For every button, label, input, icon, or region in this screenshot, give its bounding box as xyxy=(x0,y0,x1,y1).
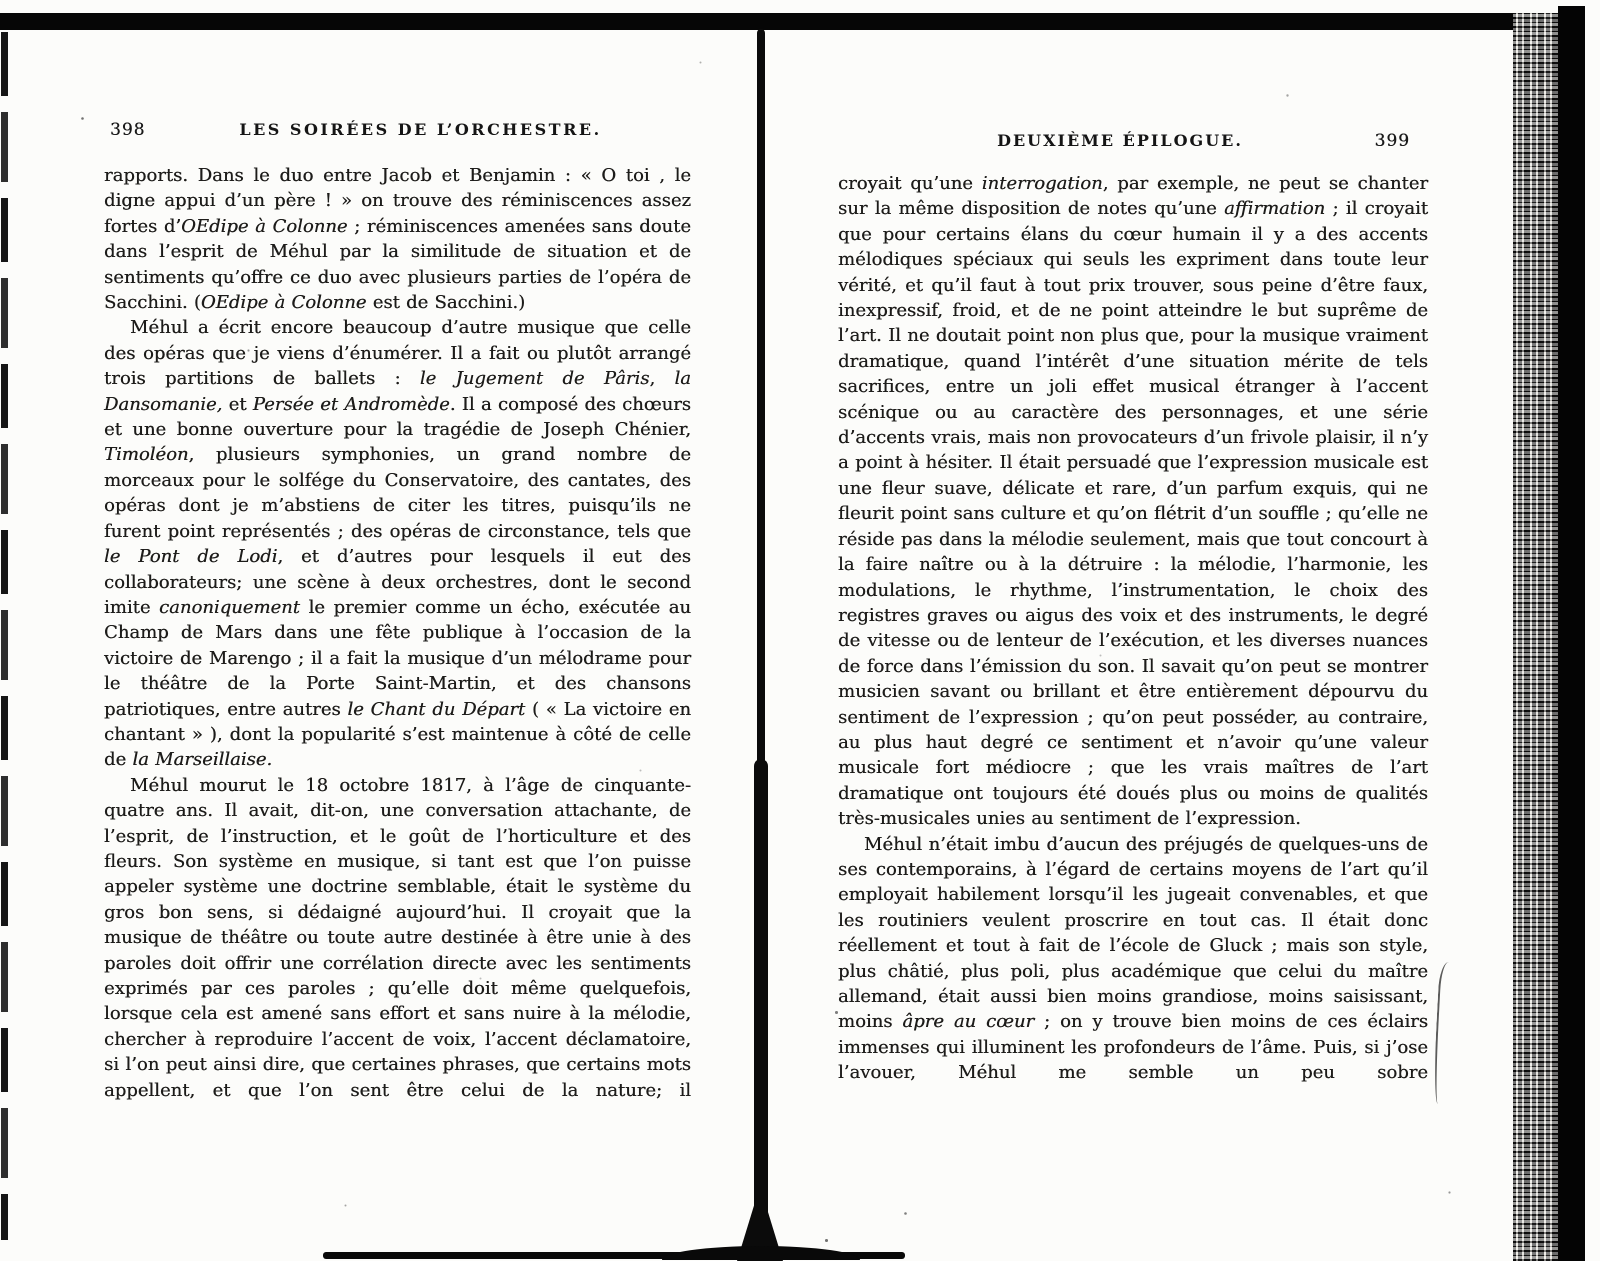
scan-right-edge xyxy=(1558,6,1585,1261)
paragraph: Méhul a écrit encore beaucoup d’autre musique que celle des opéras que je viens d’énumérer. Il a fait ou plutôt arrangé trois partitions de ballets : le Jugement de Pâris, la Dansomanie, et Persée et Andromède. Il a composé des chœurs et une bonne ouverture pour la tragédie de Joseph Chénier, Timoléon, plusieurs symphonies, un grand nombre de morceaux pour le solfége du Conservatoire, des cantates, des opéras dont je m’abstiens de citer les titres, puisqu’ils ne furent point représentés ; des opéras de circonstance, tels que le Pont de Lodi, et d’autres pour lesquels il eut des collaborateurs; une scène à deux orchestres, dont le second imite canoniquement le premier comme un écho, exécutée au Champ de Mars dans une fête publique à l’occasion de la victoire de Marengo ; il a fait la musique d’un mélodrame pour le théâtre de la Porte Saint-Martin, et des chansons patriotiques, entre autres le Chant du Départ ( « La victoire en chantant » ), dont la popularité s’est maintenue à côté de celle de la Marseillaise. xyxy=(104,317,691,771)
paragraph: croyait qu’une interrogation, par exemple, ne peut se chanter sur la même disposition de notes qu’une affirmation ; il croyait que pour certains élans du cœur humain il y a des accents mélodiques spéciaux qui seuls les expriment dans toute leur vérité, et qu’il faut à tout prix trouver, sous peine d’être faux, inexpressif, froid, et de ne point atteindre le but suprême de l’art. Il ne doutait point non plus que, pour la musique vraiment dramatique, quand l’intérêt d’une situation mérite de tels sacrifices, entre un joli effet musical étranger à l’accent scénique ou au caractère des personnages, et une série d’accents vrais, mais non provocateurs d’un frivole plaisir, il n’y a point à hésiter. Il était persuadé que l’expression musicale est une fleur suave, délicate et rare, d’un parfum exquis, qui ne fleurit point sans culture et qu’on flétrit d’un souffle ; qu’elle ne réside pas dans la mélodie seulement, mais que tout concourt à la faire naître ou à la détruire : la mélodie, l’harmonie, les modulations, le rhythme, l’instrumentation, le choix des registres graves ou aigus des voix et des instruments, le degré de vitesse ou de lenteur de l’exécution, et les diverses nuances de force dans l’émission du son. Il savait qu’on peut se montrer musicien savant ou brillant et être entièrement dépourvu du sentiment de l’expression ; qu’on peut posséder, au contraire, au plus haut degré ce sentiment et n’avoir qu’une valeur musicale fort médiocre ; que les vrais maîtres de l’art dramatique ont toujours été doués plus ou moins de qualités très-musicales unies au sentiment de l’expression. xyxy=(838,173,1429,830)
left-page xyxy=(104,120,691,1103)
scan-top-edge xyxy=(0,13,1585,30)
right-running-title: DEUXIÈME ÉPILOGUE. xyxy=(997,131,1243,150)
right-page-text xyxy=(838,171,1428,1086)
right-page xyxy=(838,131,1428,1086)
right-page-header xyxy=(838,131,1428,155)
paper-speckles xyxy=(0,0,1,1)
paragraph: Méhul n’était imbu d’aucun des préjugés de quelques-uns de ses contemporains, à l’égard de certains moyens de l’art qu’il employait habilement lorsqu’il les jugeait convenables, et que les routiniers veulent proscrire en tout cas. Il était donc réellement et tout à fait de l’école de Gluck ; mais son style, plus châtié, plus poli, plus académique que celui du maître allemand, était aussi bien moins grandiose, moins saisissant, moins âpre au cœur ; on y trouve bien moins de ces éclairs immenses qui illuminent les profondeurs de l’âme. Puis, si j’ose l’avouer, Méhul me semble un peu sobre xyxy=(838,833,1429,1084)
scan-bottom-edge-swell xyxy=(662,1246,860,1260)
left-page-text xyxy=(104,163,691,1103)
paragraph: Méhul mourut le 18 octobre 1817, à l’âge de cinquante-quatre ans. Il avait, dit-on, une conversation attachante, de l’esprit, de l’instruction, et le goût de l’horticulture et des fleurs. Son système en musique, si tant est que l’on puisse appeler système une doctrine semblable, était le système du gros bon sens, si dédaigné aujourd’hui. Il croyait que la musique de théâtre ou toute autre destinée à être unie à des paroles doit offrir une corrélation directe avec les sentiments exprimés par ces paroles ; qu’elle doit même quelquefois, lorsque cela est amené sans effort et sans nuire à la mélodie, chercher à reproduire l’accent de voix, l’accent déclamatoire, si l’on peut ainsi dire, que certaines phrases, que certains mots appellent, et que l’on sent être celui de la nature; il xyxy=(104,774,691,1101)
left-page-header xyxy=(104,120,691,144)
scan-left-edge xyxy=(1,32,8,1240)
book-spine-gutter xyxy=(757,29,765,1261)
page-edges-texture xyxy=(1513,13,1558,1261)
right-page-number: 399 xyxy=(1374,131,1410,151)
paragraph: rapports. Dans le duo entre Jacob et Benjamin : « O toi , le digne appui d’un père ! » on trouve des réminiscences assez fortes d’OEdipe à Colonne ; réminiscences amenées sans doute dans l’esprit de Méhul par la similitude de situation et de sentiments qu’offre ce duo avec plusieurs parties de l’opéra de Sacchini. (OEdipe à Colonne est de Sacchini.) xyxy=(104,165,691,314)
left-page-number: 398 xyxy=(110,120,146,140)
margin-pencil-mark xyxy=(1432,962,1457,1105)
left-running-title: LES SOIRÉES DE L’ORCHESTRE. xyxy=(239,120,602,139)
